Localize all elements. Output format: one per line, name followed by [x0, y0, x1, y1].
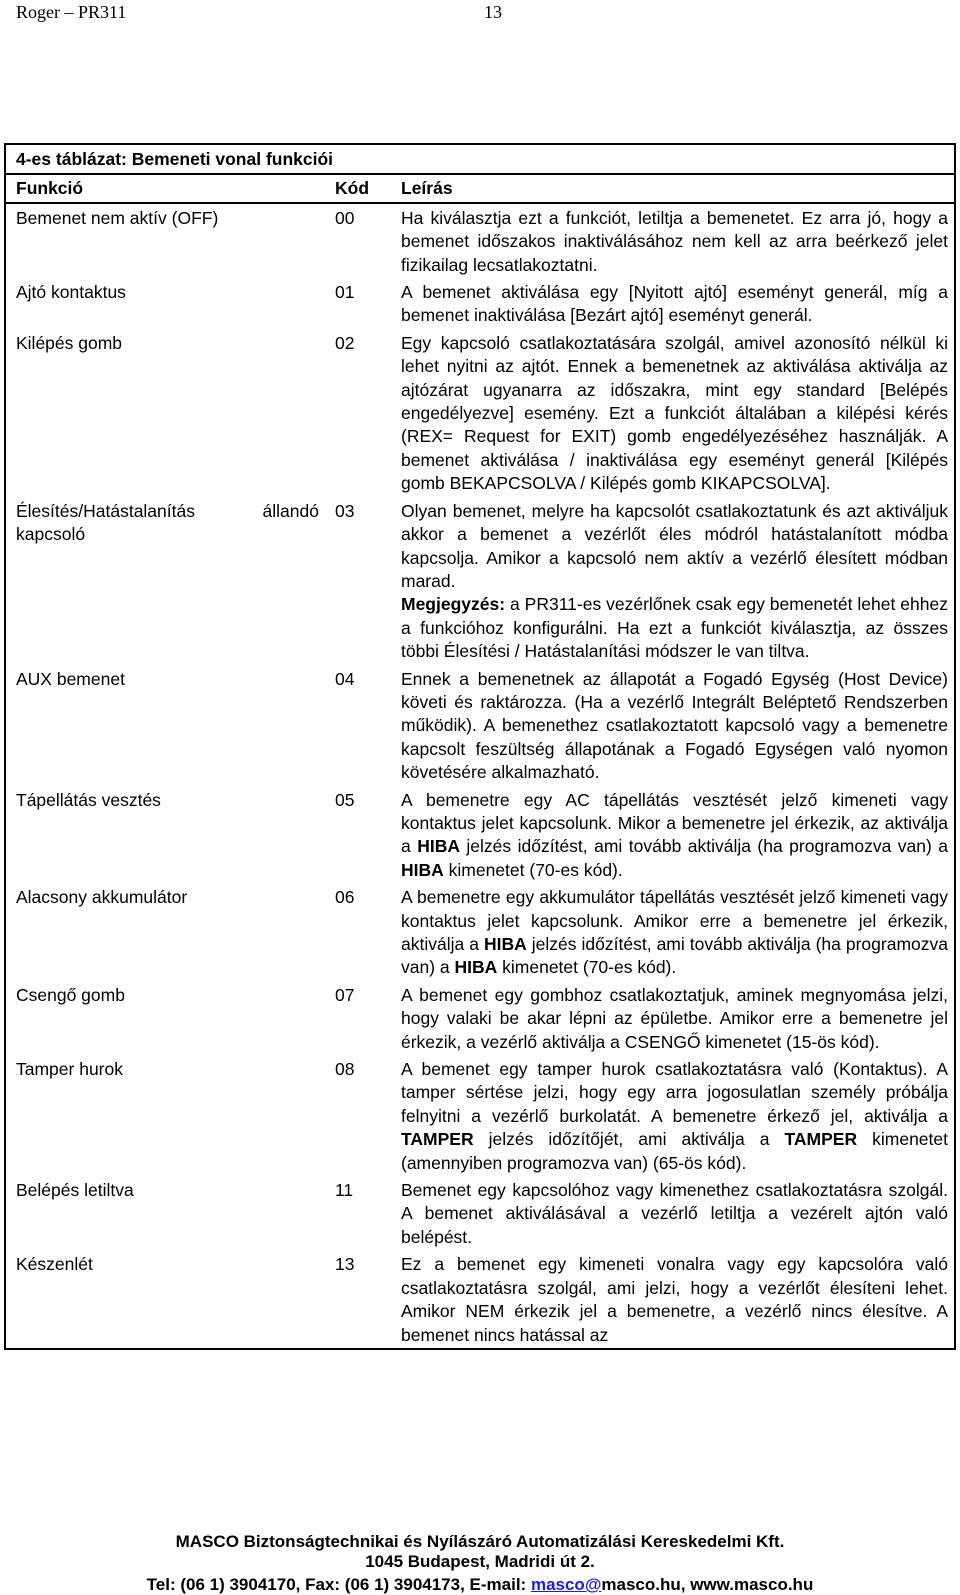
- function-cell: [5, 497, 325, 665]
- code-cell: 13: [325, 1250, 391, 1349]
- footer-address: 1045 Budapest, Madridi út 2.: [365, 1552, 595, 1571]
- table-row: [5, 497, 955, 665]
- function-name: Belépés letiltva: [16, 1180, 134, 1201]
- code-cell: 04: [335, 668, 355, 689]
- function-cell: [5, 665, 325, 786]
- footer-contact: [0, 1575, 960, 1595]
- description-cell: [391, 278, 955, 329]
- description-fragment: A bemenet egy tamper hurok csatlakoztatásra való (Kontaktus). A tamper sértése jelzi, hogy egy arra jogosulatlan személy próbálja felnyitni a vezérlő burkolatát. A bemenetre érkező jel, aktiválja a: [401, 1059, 948, 1126]
- description-text: [401, 1179, 948, 1249]
- page-footer: [0, 1532, 960, 1595]
- description-text: [401, 668, 948, 785]
- description-text: [401, 207, 948, 277]
- emphasized-term: HIBA: [454, 957, 498, 978]
- description-fragment: A bemenet egy gombhoz csatlakoztatjuk, aminek megnyomása jelzi, hogy valaki be akar lépni az épületbe. Amikor erre a bemenetre jel érkezik, a vezérlő aktiválja a CSENGŐ kimenetet (15-ös kód).: [401, 984, 948, 1052]
- description-cell: [391, 786, 955, 884]
- function-name-line-2: kapcsoló: [16, 524, 86, 545]
- function-name: [16, 500, 319, 523]
- description-cell: [391, 203, 955, 278]
- code-cell: 02: [335, 332, 355, 353]
- description-cell: [391, 1250, 955, 1349]
- description-cell: [391, 1055, 955, 1176]
- emphasized-term: HIBA: [483, 934, 527, 954]
- description-cell: [391, 1176, 955, 1250]
- function-name: Kilépés gomb: [16, 332, 123, 353]
- code-cell: 06: [335, 887, 355, 908]
- function-name: Csengő gomb: [16, 984, 125, 1005]
- document-title: Roger – PR311: [16, 2, 127, 22]
- function-name: Készenlét: [16, 1254, 93, 1275]
- table-caption-row: [5, 144, 955, 174]
- description-fragment: A bemenetre egy akkumulátor tápellátás vesztését jelző kimeneti vagy kontaktus jelet kapcsolunk. Amikor erre a bemenetre jel érkezik, aktiválja a: [401, 887, 948, 954]
- description-fragment: Ez a bemenet egy kimeneti vonalra vagy egy kapcsolóra való csatlakoztatásra szolgál, ami jelzi, hogy a vezérlőt élesíteni lehet. Amikor NEM érkezik jel a bemenetre, a vezérlő nincs élesítve. A bemenet nincs hatással az: [401, 1254, 948, 1345]
- description-text: [401, 500, 948, 594]
- description-fragment: Bemenet egy kapcsolóhoz vagy kimenethez csatlakoztatásra szolgál. A bemenet aktiválásával a vezérlő letiltja a vezérelt ajtón való belépést.: [401, 1180, 948, 1247]
- description-fragment: Ha kiválasztja ezt a funkciót, letiltja a bemenetet. Ez arra jó, hogy a bemenet időszakos inaktiválásához nem kell az arra beérkező jelet fizikailag lecsatlakoztatni.: [401, 207, 948, 275]
- emphasized-term: TAMPER: [784, 1129, 858, 1150]
- description-text: [401, 984, 948, 1054]
- footer-contact-suffix: masco.hu, www.masco.hu: [601, 1575, 814, 1594]
- table-row: [5, 786, 955, 884]
- description-fragment: A bemenet aktiválása egy [Nyitott ajtó] eseményt generál, míg a bemenet inaktiválása [Bezárt ajtó] eseményt generál.: [401, 282, 948, 326]
- function-cell: [5, 1176, 325, 1250]
- function-cell: [5, 981, 325, 1055]
- code-cell: 11: [335, 1180, 354, 1201]
- description-fragment: Ennek a bemenetnek az állapotát a Fogadó Egység (Host Device) követi és raktározza. (Ha a vezérlő Integrált Beléptető Rendszerben működik). A bemenethez csatlakoztatott kapcsoló vagy a bemenetre kapcsolt feszültség állapotának a Fogadó Egységen való nyomon követésére alkalmazható.: [401, 668, 948, 783]
- description-fragment: kimenetet (amennyiben programozva van) (65-ös kód).: [401, 1129, 948, 1173]
- description-cell: [391, 329, 955, 497]
- description-text: [401, 789, 948, 883]
- function-cell: [5, 786, 325, 884]
- running-head: [16, 0, 944, 24]
- function-name: Tápellátás vesztés: [16, 789, 161, 810]
- description-fragment: jelzés időzítést, ami tovább aktiválja (ha programozva van) a: [459, 836, 948, 857]
- description-text: [401, 281, 948, 328]
- table-header-row: [5, 174, 955, 202]
- description-fragment: Olyan bemenet, melyre ha kapcsolót csatlakoztatunk és azt aktiváljuk akkor a bemenet a vezérlőt éles módról hatástalanított módba kapcsolja. Amikor a kapcsoló nem aktív a vezérlő élesített módban marad.: [401, 500, 948, 591]
- header-code: Kód: [325, 174, 391, 202]
- note-label: Megjegyzés:: [401, 594, 506, 615]
- function-cell: [5, 883, 325, 981]
- input-functions-table: [4, 143, 956, 1350]
- description-cell: [391, 883, 955, 981]
- note-body: a PR311-es vezérlőnek csak egy bemenetét lehet ehhez a funkcióhoz konfigurálni. Ha ezt a funkciót kiválasztja, az összes többi Élesítési / Hatástalanítási módszer le van tiltva.: [401, 594, 948, 662]
- email-link[interactable]: masco@: [530, 1575, 602, 1594]
- function-name: Ajtó kontaktus: [16, 282, 126, 303]
- code-cell: 05: [335, 789, 355, 810]
- function-name: Bemenet nem aktív (OFF): [16, 207, 219, 228]
- code-cell: 07: [335, 984, 355, 1005]
- table-row: [5, 1055, 955, 1176]
- table-caption: 4-es táblázat: Bemeneti vonal funkciói: [5, 144, 955, 174]
- description-text: [401, 332, 948, 496]
- note-text: [401, 593, 948, 663]
- table-row: [5, 329, 955, 497]
- code-cell: 08: [335, 1059, 355, 1080]
- table-row: [5, 278, 955, 329]
- table-row: [5, 1250, 955, 1349]
- function-cell: [5, 329, 325, 497]
- function-cell: [5, 1250, 325, 1349]
- table-row: [5, 203, 955, 278]
- description-fragment: kimenetet (70-es kód).: [497, 957, 677, 978]
- emphasized-term: HIBA: [417, 836, 460, 857]
- code-cell: 03: [335, 500, 355, 521]
- page-number: 13: [484, 2, 502, 22]
- description-cell: [391, 497, 955, 665]
- description-text: [401, 1253, 948, 1347]
- description-fragment: jelzés időzítést, ami tovább aktiválja (ha programozva van) a: [401, 934, 948, 978]
- description-fragment: jelzés időzítőjét, ami aktiválja a: [473, 1129, 785, 1150]
- header-function: Funkció: [5, 174, 325, 202]
- table-row: [5, 1176, 955, 1250]
- function-name: Alacsony akkumulátor: [16, 887, 188, 908]
- description-text: [401, 1058, 948, 1175]
- description-fragment: kimenetet (70-es kód).: [443, 859, 623, 880]
- function-cell: [5, 1055, 325, 1176]
- table-row: [5, 665, 955, 786]
- description-cell: [391, 665, 955, 786]
- function-cell: [5, 203, 325, 278]
- header-description: Leírás: [391, 174, 955, 202]
- table-row: [5, 883, 955, 981]
- code-cell: 00: [335, 207, 355, 228]
- function-name: AUX bemenet: [16, 668, 125, 689]
- description-fragment: Egy kapcsoló csatlakoztatására szolgál, amivel azonosító nélkül ki lehet nyitni az ajtót. Ennek a bemenetnek az aktiválása aktiválja az ajtózárat ugyanarra az időszakra, mint egy standard [Belépés engedélyezve] esemény. Ezt a funkciót általában a kilépési kérés (REX= Request for EXIT) gomb engedélyezéséhez használják. A bemenet aktiválása / inaktiválása egy eseményt generál [Kilépés gomb BEKAPCSOLVA / Kilépés gomb KIKAPCSOLVA].: [401, 332, 948, 494]
- emphasized-term: TAMPER: [401, 1129, 474, 1150]
- function-cell: [5, 278, 325, 329]
- code-cell: 01: [335, 282, 355, 303]
- description-fragment: A bemenetre egy AC tápellátás vesztését jelző kimeneti vagy kontaktus jelet kapcsolunk. Mikor a bemenetre jel érkezik, az aktiválja a: [401, 789, 948, 857]
- footer-contact-prefix: Tel: (06 1) 3904170, Fax: (06 1) 3904173, E-mail:: [146, 1575, 531, 1594]
- description-cell: [391, 981, 955, 1055]
- footer-company: MASCO Biztonságtechnikai és Nyílászáró Automatizálási Kereskedelmi Kft.: [175, 1532, 785, 1551]
- description-text: [401, 886, 948, 980]
- function-name-line-1: Élesítés/Hatástalanítás állandó: [16, 500, 319, 521]
- table-row: [5, 981, 955, 1055]
- function-name: Tamper hurok: [16, 1059, 123, 1080]
- emphasized-term: HIBA: [401, 859, 444, 880]
